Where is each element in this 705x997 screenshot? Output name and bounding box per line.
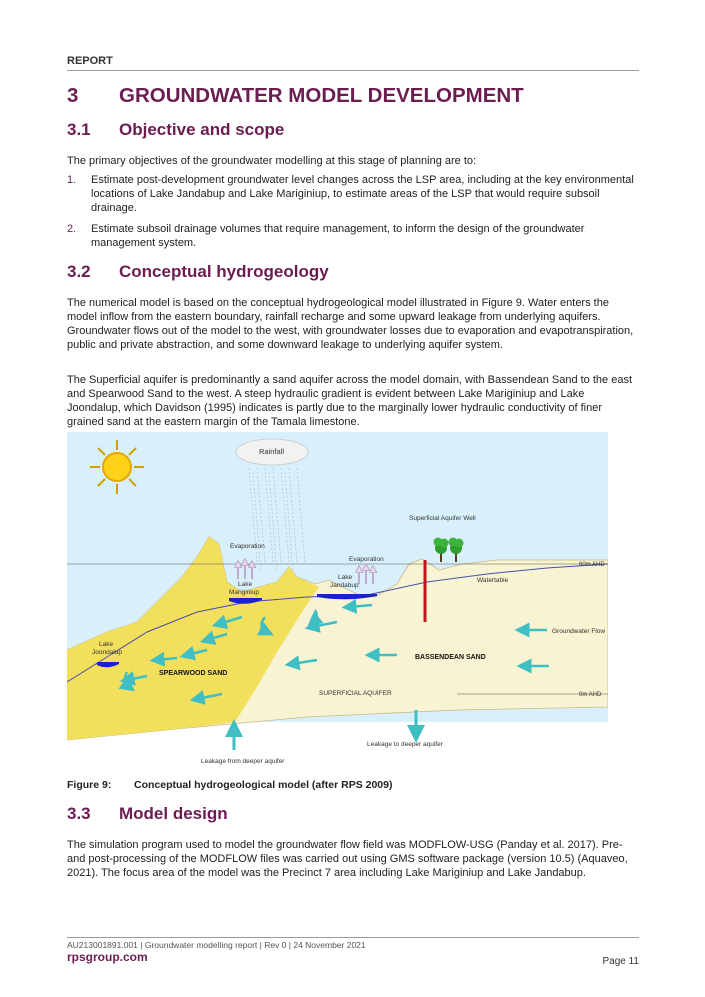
conceptual-hydrogeology-figure: [67, 432, 608, 769]
superficial-aquifer-label: SUPERFICIAL AQUIFER: [319, 690, 392, 697]
lake-jandabup-label: Jandabup: [330, 582, 359, 589]
section-heading-3: [67, 84, 524, 108]
list-number: 1.: [67, 174, 77, 186]
ahd-0-label: 0m AHD: [579, 692, 602, 698]
spearwood-label: SPEARWOOD SAND: [159, 670, 228, 677]
model-design-paragraph: The simulation program used to model the groundwater flow field was MODFLOW-USG (Panday et al. 2017). Pre- and post-processing of the MODFLOW files was carried out using GMS software package (version 10.5) (Aquaveo, 2021). The focus area of the model was the Precinct 7 area including Lake Mariginiup and Lake Jandabup.: [67, 839, 628, 879]
figure-caption: [67, 779, 392, 791]
subsection-heading-3-1: [67, 120, 284, 140]
lake-mariginiup-label: Lake: [238, 581, 253, 588]
subsection-title: Model design: [119, 804, 228, 823]
figure-caption-label: Figure 9:: [67, 779, 112, 791]
report-header-label: REPORT: [67, 55, 113, 67]
evaporation-label: Evaporation: [349, 556, 384, 563]
leakage-from-label: Leakage from deeper aquifer: [201, 758, 285, 765]
header-divider: [67, 70, 639, 71]
hydrogeology-paragraph-1: The numerical model is based on the conceptual hydrogeological model illustrated in Figure 9. Water enters the model inflow from the eastern boundary, rainfall recharge and some upward leakage from underlying aquifers. Groundwater flows out of the model to the west, with groundwater losses due to evaporation and evapotranspiration, public and private abstraction, and some downward leakage to underlying aquifer system.: [67, 297, 634, 351]
well-label: Superficial Aquifer Well: [409, 515, 476, 522]
watertable-label: Watertable: [477, 577, 509, 584]
lake-jandabup-label: Lake: [338, 574, 353, 581]
figure-caption-text: Conceptual hydrogeological model (after RPS 2009): [134, 779, 393, 791]
list-item: [67, 222, 639, 250]
bassendean-label: BASSENDEAN SAND: [415, 654, 486, 661]
rainfall-label: Rainfall: [259, 447, 285, 456]
section-number: 3: [67, 84, 79, 107]
subsection-number: 3.1: [67, 120, 91, 139]
subsection-title: Objective and scope: [119, 120, 285, 139]
footer-website-link[interactable]: rpsgroup.com: [67, 950, 148, 964]
leakage-to-label: Leakage to deeper aquifer: [367, 741, 443, 748]
page-number: Page 11: [602, 956, 639, 967]
lake-joondalup-label: Joondalup: [92, 649, 122, 656]
footer-reference: AU213001891.001 | Groundwater modelling report | Rev 0 | 24 November 2021: [67, 940, 366, 950]
ahd-60-label: 60m AHD: [579, 562, 605, 568]
hydrogeology-paragraph-2: The Superficial aquifer is predominantly a sand aquifer across the model domain, with Bassendean Sand to the east and Spearwood Sand to the west. A steep hydraulic gradient is evident between Lake Mariginiup and Lake Joondalup, which Davidson (1995) indicates is partly due to the marginally lower hydraulic conductivity of finer grained sand at the eastern margin of the Tamala limestone.: [67, 374, 632, 428]
subsection-title: Conceptual hydrogeology: [119, 262, 329, 281]
subsection-heading-3-3: [67, 804, 228, 824]
lake-joondalup-label: Lake: [99, 641, 114, 648]
list-number: 2.: [67, 223, 77, 235]
objectives-intro: The primary objectives of the groundwater modelling at this stage of planning are to:: [67, 155, 477, 167]
footer-divider: [67, 937, 639, 938]
subsection-number: 3.3: [67, 804, 91, 823]
lake-mariginiup-label: Mariginiup: [229, 589, 259, 596]
evaporation-label: Evaporation: [230, 543, 265, 550]
section-title: GROUNDWATER MODEL DEVELOPMENT: [119, 84, 524, 107]
subsection-heading-3-2: [67, 262, 329, 282]
list-item: [67, 173, 639, 215]
groundwater-flow-label: Groundwater Flow: [552, 628, 606, 635]
list-text: Estimate subsoil drainage volumes that require management, to inform the design of the groundwater management system.: [91, 223, 585, 249]
list-text: Estimate post-development groundwater level changes across the LSP area, including at the key environmental locations of Lake Jandabup and Lake Mariginiup, to estimate areas of the LSP that would require subsoil drainage.: [91, 174, 634, 214]
subsection-number: 3.2: [67, 262, 91, 281]
sun-icon: [90, 440, 144, 494]
